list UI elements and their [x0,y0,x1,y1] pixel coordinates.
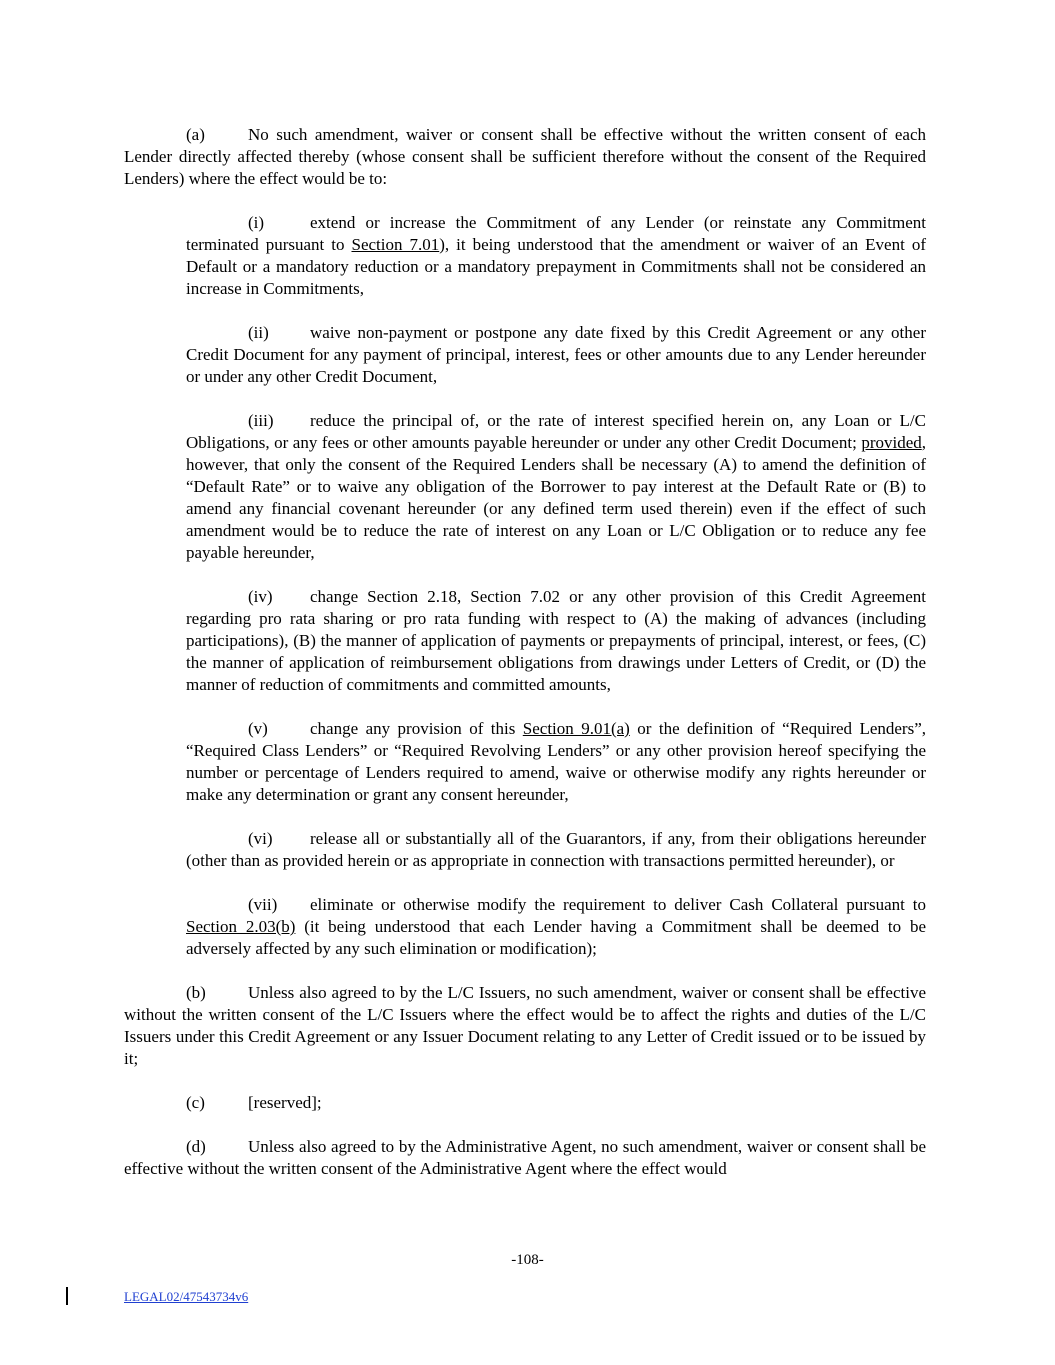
clause-label: (i) [248,213,265,232]
page-number: -108- [511,1252,544,1268]
paragraph-text: No such amendment, waiver or consent shall be effective without the written consent of each Lender directly affected thereby (whose consent shall be sufficient therefore without the consent of the Required Lenders) where the effect would be to: [124,125,926,188]
paragraph-label: (b) [186,983,206,1002]
clause-v [186,718,926,806]
clause-text: , however, that only the consent of the Required Lenders shall be necessary (A) to amend the definition of “Default Rate” or to waive any obligation of the Borrower to pay interest at the Default Rate or (B) to amend any financial covenant hereunder (or any defined term used therein) even if the effect of such amendment would be to reduce the rate of interest on any Loan or L/C Obligation or to reduce any fee payable hereunder, [186,433,926,562]
clause-text: (it being understood that each Lender having a Commitment shall be deemed to be adversely affected by any such elimination or modification); [186,917,926,958]
clause-ii [186,322,926,388]
paragraph-label: (a) [186,125,205,144]
clause-text: reduce the principal of, or the rate of interest specified herein on, any Loan or L/C Obligations, or any fees or other amounts payable hereunder or under any other Credit Document; [186,411,926,452]
clause-label: (vii) [248,895,278,914]
paragraph-d [124,1136,926,1180]
clause-label: (iv) [248,587,273,606]
paragraph-label: (d) [186,1137,206,1156]
clause-text: extend or increase the Commitment of any Lender (or reinstate any Commitment terminated pursuant to [186,213,926,254]
clause-text: eliminate or otherwise modify the requirement to deliver Cash Collateral pursuant to [310,895,926,914]
section-reference: Section 2.03(b) [186,917,296,936]
proviso-term: provided [861,433,922,452]
clause-text: change any provision of this [310,719,523,738]
clause-i [186,212,926,300]
section-reference: Section 7.01 [351,235,440,254]
paragraph-text: [reserved]; [248,1093,322,1112]
clause-label: (iii) [248,411,274,430]
paragraph-label: (c) [186,1093,205,1112]
paragraph-text: Unless also agreed to by the Administrative Agent, no such amendment, waiver or consent shall be effective without the written consent of the Administrative Agent where the effect would [124,1137,926,1178]
clause-text: release all or substantially all of the Guarantors, if any, from their obligations hereunder (other than as provided herein or as appropriate in connection with transactions permitted hereunder), or [186,829,926,870]
clause-label: (v) [248,719,268,738]
clause-text: ), it being understood that the amendment or waiver of an Event of Default or a mandatory reduction or a mandatory prepayment in Commitments shall not be considered an increase in Commitments, [186,235,926,298]
paragraph-b [124,982,926,1070]
section-reference: Section 9.01(a) [522,719,630,738]
clause-iv [186,586,926,696]
document-id-link[interactable]: LEGAL02/47543734v6 [124,1289,249,1304]
clause-vi [186,828,926,872]
clause-label: (vi) [248,829,273,848]
paragraph-a [124,124,926,190]
clause-label: (ii) [248,323,269,342]
clause-text: or the definition of “Required Lenders”, “Required Class Lenders” or “Required Revolving Lenders” or any other provision hereof specifying the number or percentage of Lenders required to amend, waive or otherwise modify any rights hereunder or make any determination or grant any consent hereunder, [186,719,926,804]
clause-iii [186,410,926,564]
change-bar [66,1287,68,1305]
paragraph-text: Unless also agreed to by the L/C Issuers, no such amendment, waiver or consent shall be effective without the written consent of the L/C Issuers where the effect would be to affect the rights and duties of the L/C Issuers under this Credit Agreement or any Issuer Document relating to any Letter of Credit issued or to be issued by it; [124,983,926,1068]
clause-text: waive non-payment or postpone any date fixed by this Credit Agreement or any other Credit Document for any payment of principal, interest, fees or other amounts due to any Lender hereunder or under any other Credit Document, [186,323,926,386]
clause-text: change Section 2.18, Section 7.02 or any other provision of this Credit Agreement regarding pro rata sharing or pro rata funding with respect to (A) the making of advances (including participations), (B) the manner of application of payments or prepayments of principal, interest, or fees, (C) the manner of application of reimbursement obligations from drawings under Letters of Credit, or (D) the manner of reduction of commitments and committed amounts, [186,587,926,694]
clause-vii [186,894,926,960]
paragraph-c [124,1092,926,1114]
document-body [124,124,926,1202]
